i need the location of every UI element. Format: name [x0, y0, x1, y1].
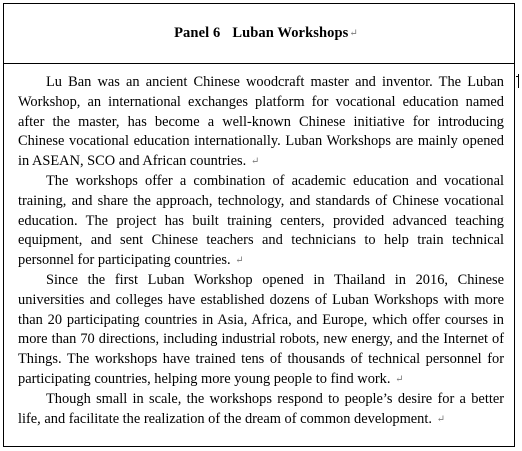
paragraph-2 — [18, 172, 504, 271]
paragraph-4-text: Though small in scale, the workshops respond to people’s desire for a better life, and facilitate the realization of the dream of common development. — [18, 390, 504, 427]
text-cursor-tick — [516, 76, 519, 77]
paragraph-4 — [18, 390, 504, 430]
paragraph-1 — [18, 73, 504, 172]
paragraph-3-text: Since the first Luban Workshop opened in Thailand in 2016, Chinese universities and colleges have established dozens of Luban Workshops with more than 20 participating countries in Asia, Africa, and Europe, which offer courses in more than 70 directions, including industrial robots, new energy, and the Internet of Things. The workshops have trained tens of thousands of technical personnel for participating countries, helping more young people to find work. — [18, 271, 504, 387]
paragraph-2-text: The workshops offer a combination of academic education and vocational training, and share the approach, technology, and standards of Chinese vocational education. The project has built training centers, provided advanced teaching equipment, and sent Chinese teachers and technicians to help train technical personnel for participating countries. — [18, 172, 504, 269]
paragraph-1-text: Lu Ban was an ancient Chinese woodcraft master and inventor. The Luban Workshop, an international exchanges platform for vocational education named after the master, has become a well-known Chinese initiative for introducing Chinese vocational education internationally. Luban Workshops are mainly opened in ASEAN, SCO and African countries. — [18, 74, 504, 170]
panel-title — [174, 25, 358, 42]
panel-box — [3, 3, 515, 447]
panel-body[interactable] — [4, 64, 514, 429]
paragraph-mark-icon: ↵ — [436, 413, 445, 425]
paragraph-3 — [18, 271, 504, 390]
panel-number: Panel 6 — [174, 25, 221, 41]
paragraph-mark-icon: ↵ — [395, 373, 404, 385]
paragraph-mark-icon: ↵ — [349, 28, 358, 39]
panel-header — [4, 4, 514, 64]
paragraph-mark-icon: ↵ — [235, 255, 244, 267]
paragraph-mark-icon: ↵ — [250, 156, 260, 168]
panel-heading: Luban Workshops — [232, 25, 349, 41]
